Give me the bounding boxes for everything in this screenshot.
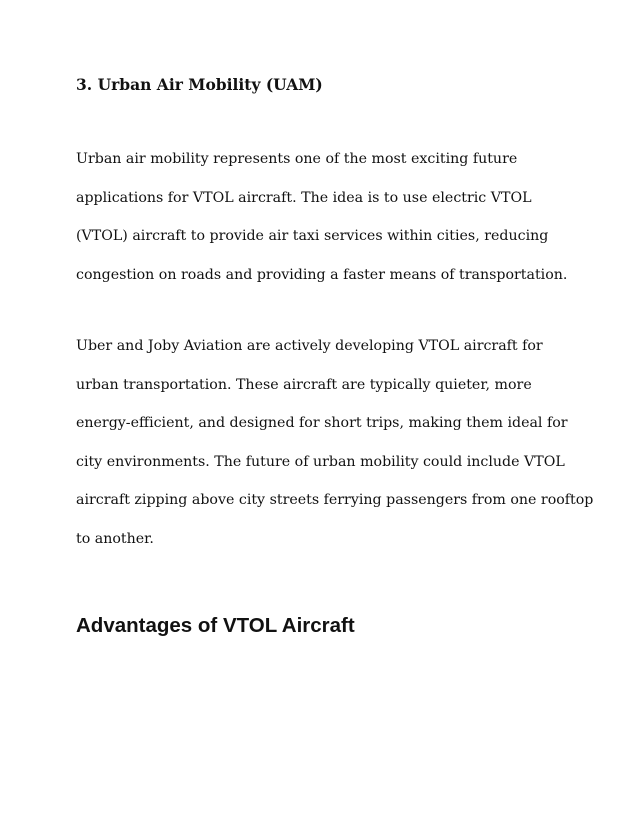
paragraph-uber-joby — [76, 327, 593, 558]
paragraph-line: (VTOL) aircraft to provide air taxi services within cities, reducing — [76, 228, 549, 244]
paragraph-line: applications for VTOL aircraft. The idea is to use electric VTOL — [76, 189, 532, 206]
paragraph-line: energy-efficient, and designed for short trips, making them ideal for — [76, 415, 568, 431]
paragraph-line: Urban air mobility represents one of the most exciting future — [76, 151, 518, 167]
paragraph-line: to another. — [76, 530, 154, 547]
section-subheading: 3. Urban Air Mobility (UAM) — [76, 75, 323, 94]
paragraph-line: aircraft zipping above city streets ferrying passengers from one rooftop — [76, 492, 594, 508]
paragraph-line: city environments. The future of urban mobility could include VTOL — [76, 453, 565, 470]
paragraph-line: Uber and Joby Aviation are actively developing VTOL aircraft for — [76, 338, 543, 354]
advantages-heading: Advantages of VTOL Aircraft — [76, 614, 355, 637]
paragraph-urban-air-mobility — [76, 140, 567, 294]
paragraph-line: urban transportation. These aircraft are typically quieter, more — [76, 376, 532, 393]
paragraph-line: congestion on roads and providing a faster means of transportation. — [76, 266, 568, 283]
